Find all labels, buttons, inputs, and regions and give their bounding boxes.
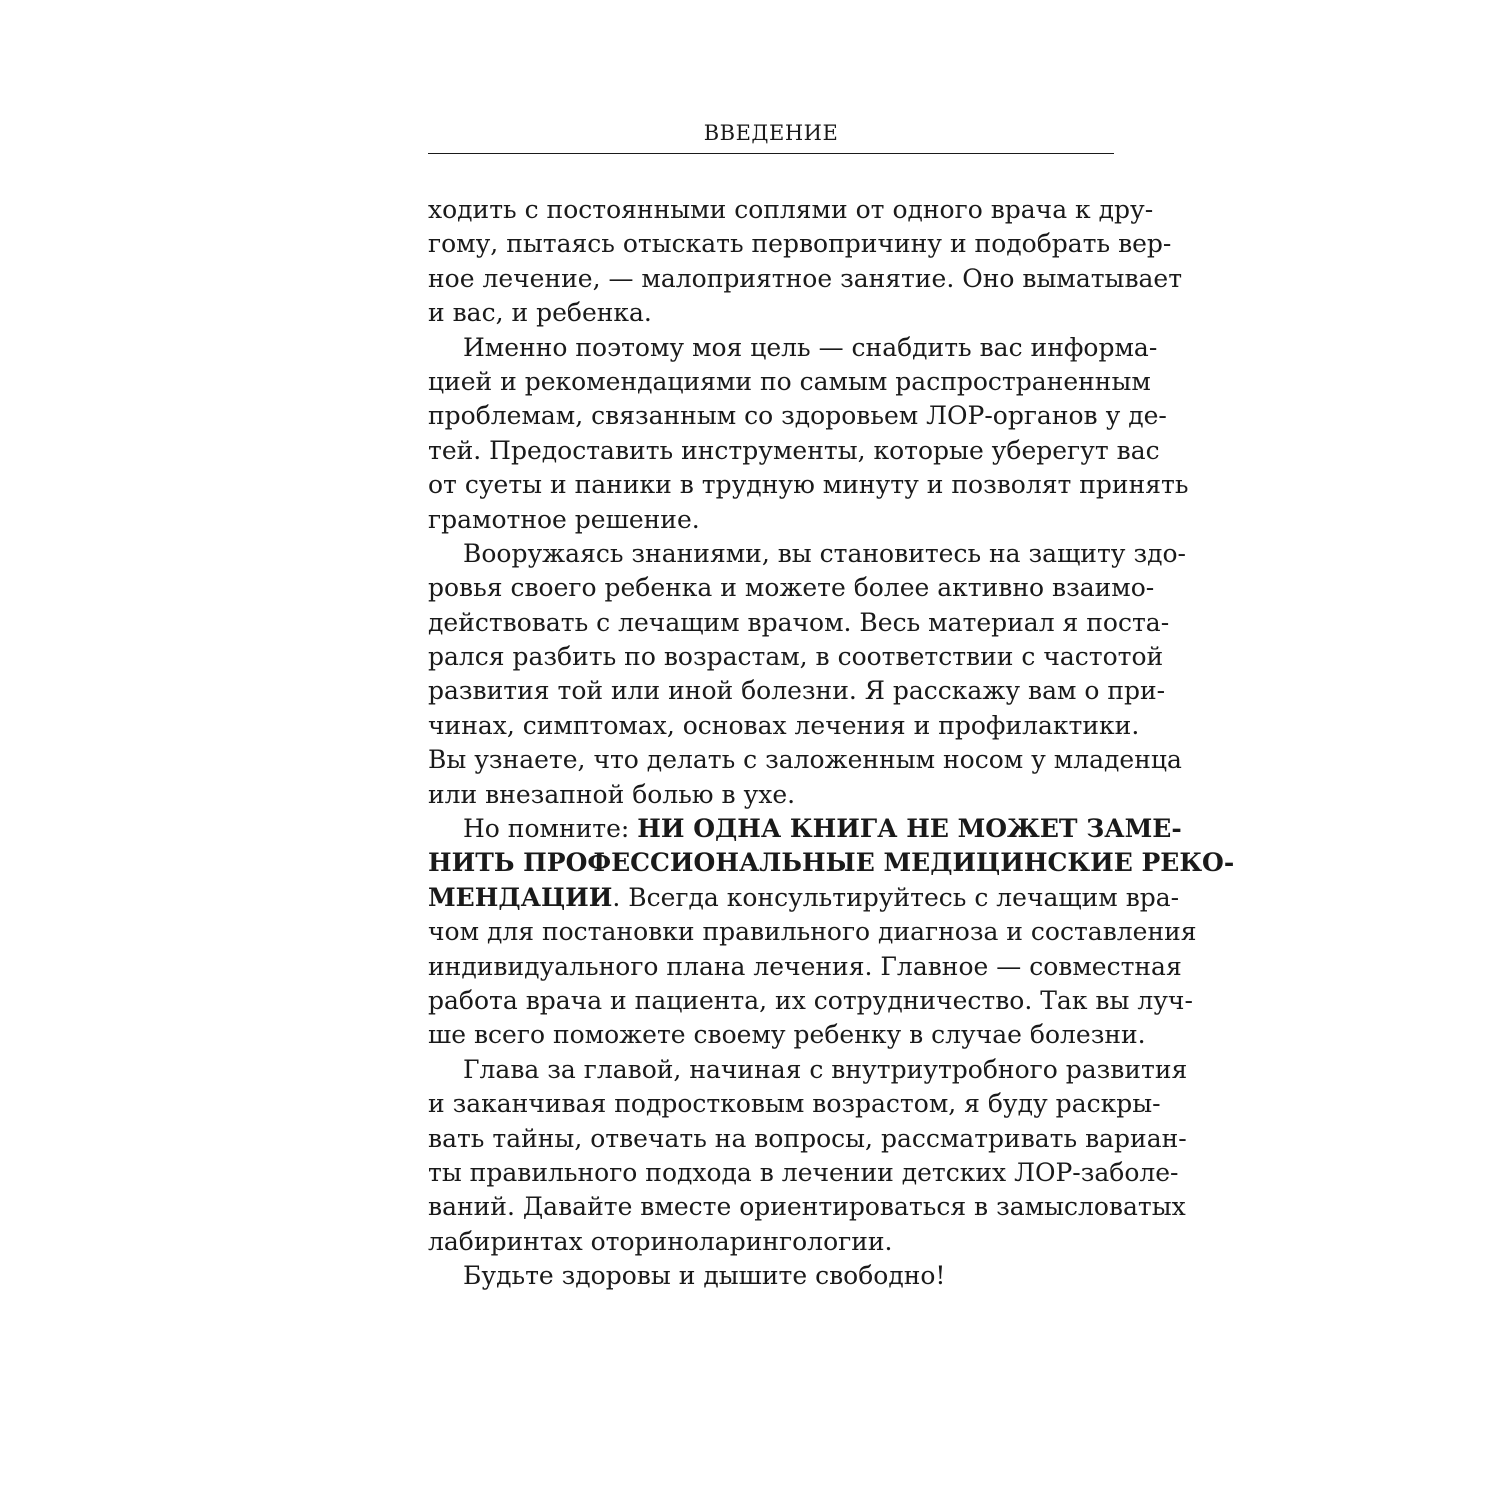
text-line: тей. Предоставить инструменты, которые уберегут вас: [428, 435, 1160, 465]
paragraph: [428, 193, 1183, 331]
text-line: и вас, и ребенка.: [428, 298, 652, 328]
header-rule: [428, 153, 1114, 154]
text-line: грамотное решение.: [428, 504, 700, 534]
text-line: действовать с лечащим врачом. Весь материал я поста-: [428, 607, 1170, 637]
paragraph: [428, 331, 1189, 537]
warning-bold-text: НИТЬ ПРОФЕССИОНАЛЬНЫЕ МЕДИЦИНСКИЕ РЕКО-: [428, 848, 1235, 878]
text-line: лабиринтах оториноларингологии.: [428, 1226, 893, 1256]
text-line: Будьте здоровы и дышите свободно!: [463, 1261, 946, 1291]
text-line: Глава за главой, начиная с внутриутробного развития: [463, 1054, 1188, 1084]
text-normal: . Всегда консультируйтесь с лечащим вра-: [612, 882, 1180, 912]
text-line: и заканчивая подростковым возрастом, я буду раскры-: [428, 1089, 1161, 1119]
paragraph: [428, 1259, 1114, 1293]
text-line: цией и рекомендациями по самым распространенным: [428, 366, 1151, 396]
text-line: проблемам, связанным со здоровьем ЛОР-органов у де-: [428, 401, 1167, 431]
body-text: [428, 193, 1235, 1294]
text-line: ше всего поможете своему ребенку в случае болезни.: [428, 1020, 1146, 1050]
text-line: [428, 881, 1180, 915]
text-line: ровья своего ребенка и можете более активно взаимо-: [428, 573, 1155, 603]
warning-bold-text: НИ ОДНА КНИГА НЕ МОЖЕТ ЗАМЕ-: [637, 814, 1182, 844]
text-line: Именно поэтому моя цель — снабдить вас информа-: [463, 332, 1158, 362]
book-page: [428, 118, 1235, 1294]
text-line: развития той или иной болезни. Я расскажу вам о при-: [428, 676, 1166, 706]
text-line: индивидуального плана лечения. Главное — совместная: [428, 951, 1182, 981]
text-line: ваний. Давайте вместе ориентироваться в замысловатых: [428, 1192, 1186, 1222]
text-line: гому, пытаясь отыскать первопричину и подобрать вер-: [428, 229, 1172, 259]
warning-bold-text: МЕНДАЦИИ: [428, 882, 613, 912]
text-line: ходить с постоянными соплями от одного врача к дру-: [428, 195, 1154, 224]
text-line: ты правильного подхода в лечении детских ЛОР-заболе-: [428, 1157, 1179, 1187]
text-line: рался разбить по возрастам, в соответствии с частотой: [428, 642, 1164, 672]
text-line: Вооружаясь знаниями, вы становитесь на защиту здо-: [463, 538, 1186, 568]
text-line: чом для постановки правильного диагноза и составления: [428, 917, 1197, 947]
text-line: или внезапной болью в ухе.: [428, 779, 796, 809]
text-line: [428, 812, 1182, 846]
text-normal: Но помните:: [463, 814, 638, 844]
text-line: Вы узнаете, что делать с заложенным носом у младенца: [428, 745, 1182, 775]
running-head: ВВЕДЕНИЕ: [703, 121, 839, 145]
text-line: ное лечение, — малоприятное занятие. Оно выматывает: [428, 263, 1183, 293]
paragraph-warning: [428, 812, 1235, 1053]
paragraph: [428, 1053, 1188, 1259]
text-line: работа врача и пациента, их сотрудничество. Так вы луч-: [428, 985, 1193, 1015]
text-line: вать тайны, отвечать на вопросы, рассматривать вариан-: [428, 1123, 1187, 1153]
text-line: [428, 846, 1235, 880]
text-line: от суеты и паники в трудную минуту и позволят принять: [428, 470, 1189, 500]
paragraph: [428, 537, 1186, 812]
text-line: чинах, симптомах, основах лечения и профилактики.: [428, 710, 1140, 740]
